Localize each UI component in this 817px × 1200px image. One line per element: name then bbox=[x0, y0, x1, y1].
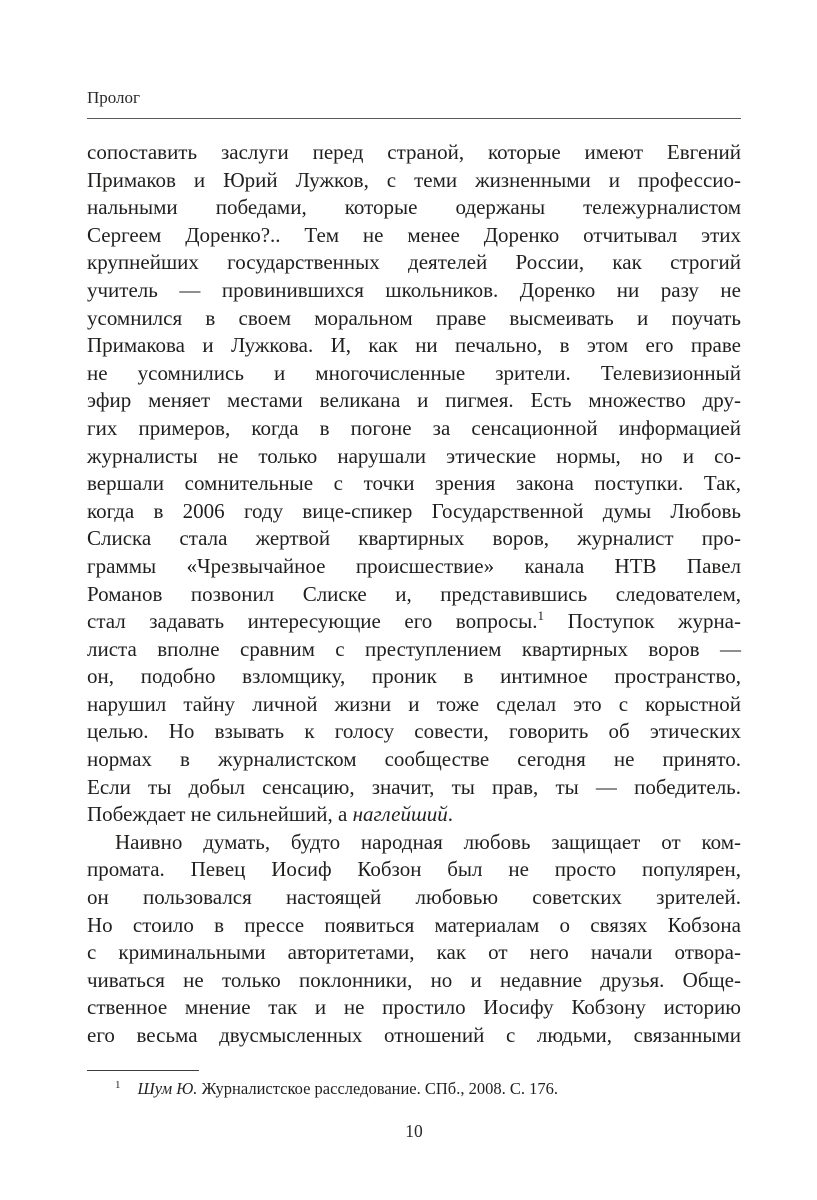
text-line bbox=[87, 994, 741, 1022]
text-segment: усомнился в своем моральном праве высмеивать и поучать bbox=[87, 305, 741, 330]
text-segment: учитель — провинившихся школьников. Доренко ни разу не bbox=[87, 277, 741, 302]
text-line bbox=[87, 525, 741, 553]
text-line bbox=[87, 249, 741, 277]
text-segment: он пользовался настоящей любовью советских зрителей. bbox=[87, 885, 741, 910]
text-line bbox=[87, 746, 741, 774]
text-line bbox=[87, 387, 741, 415]
text-line bbox=[87, 194, 741, 222]
text-segment: Но стоило в прессе появиться материалам о связях Кобзона bbox=[87, 912, 741, 937]
text-segment: . bbox=[447, 802, 454, 827]
text-line bbox=[87, 139, 741, 167]
text-line bbox=[87, 884, 741, 912]
text-segment: промата. Певец Иосиф Кобзон был не просто популярен, bbox=[87, 857, 741, 882]
footnote-separator-rule bbox=[87, 1070, 199, 1071]
text-line bbox=[87, 856, 741, 884]
text-segment: не усомнились и многочисленные зрители. Телевизионный bbox=[87, 360, 741, 385]
text-segment: с криминальными авторитетами, как от него начали отвора- bbox=[87, 940, 741, 965]
text-segment: нальными победами, которые одержаны тележурналистом bbox=[87, 195, 741, 220]
text-line bbox=[87, 939, 741, 967]
text-segment: когда в 2006 году вице-спикер Государственной думы Любовь bbox=[87, 498, 741, 523]
text-segment: Если ты добыл сенсацию, значит, ты прав, ты — победитель. bbox=[87, 774, 741, 799]
text-line bbox=[87, 663, 741, 691]
text-line bbox=[87, 774, 741, 802]
body-text-block bbox=[87, 139, 741, 1050]
text-line bbox=[87, 360, 741, 388]
text-line bbox=[87, 470, 741, 498]
text-segment: целью. Но взывать к голосу совести, говорить об этических bbox=[87, 719, 741, 744]
text-segment: нарушил тайну личной жизни и тоже сделал это с корыстной bbox=[87, 691, 741, 716]
text-segment: Слиска стала жертвой квартирных воров, журналист про- bbox=[87, 526, 741, 551]
text-segment: Примаков и Юрий Лужков, с теми жизненными и профессио- bbox=[87, 167, 741, 192]
text-segment: граммы «Чрезвычайное происшествие» канала НТВ Павел bbox=[87, 553, 741, 578]
text-line bbox=[87, 608, 741, 636]
text-segment: Побеждает не сильнейший, а bbox=[87, 802, 353, 827]
text-segment: эфир меняет местами великана и пигмея. Есть множество дру- bbox=[87, 388, 741, 413]
text-segment: его весьма двусмысленных отношений с людьми, связанными bbox=[87, 1023, 741, 1047]
text-line bbox=[87, 912, 741, 940]
text-segment: он, подобно взломщику, проник в интимное пространство, bbox=[87, 664, 741, 689]
text-segment: листа вполне сравним с преступлением квартирных воров — bbox=[87, 636, 741, 661]
text-segment: Поступок журна- bbox=[544, 609, 742, 634]
footnote-text bbox=[87, 1078, 741, 1099]
footnote-reference: 1 bbox=[537, 608, 545, 624]
text-segment: журналисты не только нарушали этические нормы, но и со- bbox=[87, 443, 741, 468]
footnote-marker: 1 bbox=[115, 1078, 121, 1091]
footnote-citation bbox=[138, 1079, 558, 1098]
text-segment: наглейший bbox=[352, 802, 448, 827]
text-line bbox=[87, 498, 741, 526]
text-line bbox=[87, 305, 741, 333]
text-segment: крупнейших государственных деятелей России, как строгий bbox=[87, 250, 741, 275]
text-segment: стал задавать интересующие его вопросы. bbox=[87, 609, 538, 634]
text-line bbox=[87, 443, 741, 471]
text-segment: ственное мнение так и не простило Иосифу Кобзону историю bbox=[87, 995, 741, 1020]
text-line bbox=[87, 167, 741, 195]
text-line bbox=[87, 1022, 741, 1050]
text-segment: нормах в журналистском сообществе сегодня не принято. bbox=[87, 747, 741, 772]
text-line bbox=[87, 691, 741, 719]
text-line bbox=[87, 553, 741, 581]
text-line bbox=[87, 415, 741, 443]
text-segment: гих примеров, когда в погоне за сенсационной информацией bbox=[87, 415, 741, 440]
text-line bbox=[87, 636, 741, 664]
text-segment: Романов позвонил Слиске и, представившись следователем, bbox=[87, 581, 741, 606]
running-header: Пролог bbox=[87, 88, 741, 119]
text-segment: вершали сомнительные с точки зрения закона поступки. Так, bbox=[87, 471, 741, 496]
text-line bbox=[87, 718, 741, 746]
text-segment: чиваться не только поклонники, но и недавние друзья. Обще- bbox=[87, 967, 741, 992]
footnote-block bbox=[87, 1070, 741, 1099]
text-line bbox=[87, 801, 741, 829]
text-segment: Шум Ю. bbox=[137, 1079, 198, 1098]
text-line bbox=[87, 332, 741, 360]
text-segment: Сергеем Доренко?.. Тем не менее Доренко отчитывал этих bbox=[87, 222, 741, 247]
text-line bbox=[87, 222, 741, 250]
text-segment: сопоставить заслуги перед страной, которые имеют Евгений bbox=[87, 140, 741, 164]
page-number: 10 bbox=[405, 1121, 423, 1141]
text-line bbox=[87, 277, 741, 305]
text-line bbox=[87, 829, 741, 857]
text-line bbox=[87, 581, 741, 609]
text-segment: Журналистское расследование. СПб., 2008. С. 176. bbox=[197, 1079, 558, 1098]
text-segment: Наивно думать, будто народная любовь защищает от ком- bbox=[115, 829, 741, 854]
text-segment: Примакова и Лужкова. И, как ни печально, в этом его праве bbox=[87, 333, 741, 358]
text-line bbox=[87, 967, 741, 995]
